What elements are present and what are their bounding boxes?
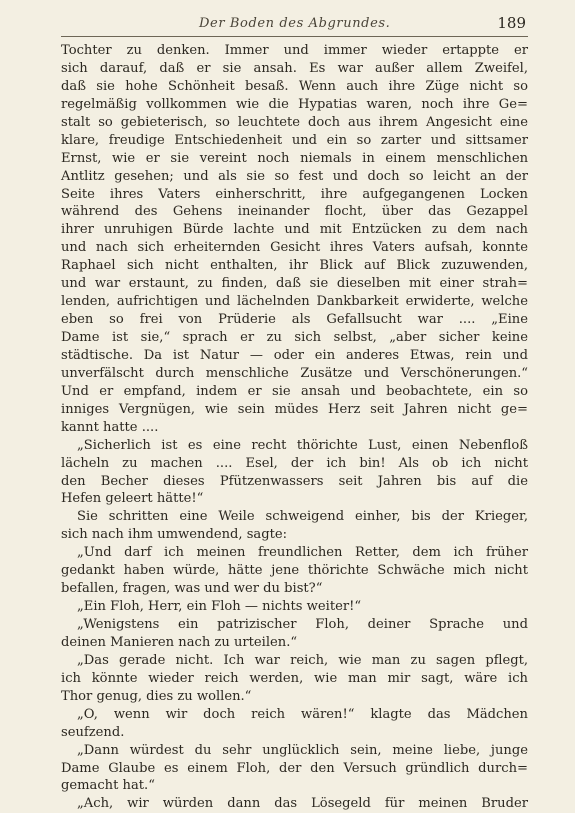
text-line: seufzend. (61, 724, 125, 740)
text-line: und nach sich erheiternden Gesicht ihres Vaters aufsah, konnte (61, 240, 528, 256)
text-line: „Wenigstens ein patrizischer Floh, deiner Sprache und (77, 617, 528, 632)
text-line: gemacht hat.“ (61, 778, 155, 794)
text-line: Tochter zu denken. Immer und immer wieder ertappte er (61, 43, 528, 58)
text-line: befallen, fragen, was und wer du bist?“ (61, 581, 323, 597)
text-line: „Und darf ich meinen freundlichen Retter, dem ich früher (77, 545, 528, 561)
text-line: regelmäßig vollkommen wie die Hypatias waren, noch ihre Ge= (61, 96, 528, 112)
text-line: „Ein Floh, Herr, ein Floh — nichts weiter!“ (77, 599, 362, 615)
page-number: 189 (497, 14, 526, 32)
text-line: Sie schritten eine Weile schweigend einher, bis der Krieger, (77, 509, 528, 525)
text-line: Dame ist sie,“ sprach er zu sich selbst, „aber sicher keine (61, 330, 528, 345)
text-line: Ernst, wie er sie vereint noch niemals in einem menschlichen (61, 150, 528, 166)
text-line: „Sicherlich ist es eine recht thörichte Lust, einen Nebenfloß (77, 437, 528, 453)
text-line: eben so frei von Prüderie als Gefallsucht war .... „Eine (61, 312, 528, 328)
text-line: gedankt haben würde, hätte jene thörichte Schwäche mich nicht (61, 563, 528, 579)
text-line: den Becher dieses Pfützenwassers seit Jahren bis auf die (61, 473, 528, 489)
running-head (61, 14, 526, 36)
text-line: und war erstaunt, zu finden, daß sie dieselben mit einer strah= (61, 276, 528, 292)
text-line: „Dann würdest du sehr unglücklich sein, meine liebe, junge (77, 742, 528, 758)
text-line: lächeln zu machen .... Esel, der ich bin! Als ob ich nicht (61, 455, 528, 471)
text-line: stalt so gebieterisch, so leuchtete doch aus ihrem Angesicht eine (61, 114, 528, 130)
text-line: „O, wenn wir doch reich wären!“ klagte das Mädchen (77, 706, 528, 722)
text-line: sich darauf, daß er sie ansah. Es war außer allem Zweifel, (61, 60, 528, 76)
text-line: kannt hatte .... (61, 419, 159, 435)
header-rule (61, 36, 528, 37)
text-line: während des Gehens ineinander flocht, über das Gezappel (61, 204, 528, 220)
text-line: klare, freudige Entschiedenheit und ein so zarter und sittsamer (61, 132, 528, 148)
text-line: Raphael sich nicht enthalten, ihr Blick auf Blick zuzuwenden, (61, 258, 528, 274)
text-line: inniges Vergnügen, wie sein müdes Herz seit Jahren nicht ge= (61, 401, 528, 417)
text-line: deinen Manieren nach zu urteilen.“ (61, 634, 298, 650)
text-line: Thor genug, dies zu wollen.“ (61, 688, 252, 704)
text-line: ich könnte wieder reich werden, wie man mir sagt, wäre ich (61, 670, 528, 686)
text-line: sich nach ihm umwendend, sagte: (61, 527, 288, 543)
text-line: Antlitz gesehen; und als sie so fest und doch so leicht an der (61, 168, 528, 184)
body-text (61, 42, 528, 813)
text-line: lenden, aufrichtigen und lächelnden Dankbarkeit erwiderte, welche (61, 294, 528, 310)
text-line: daß sie hohe Schönheit besaß. Wenn auch ihre Züge nicht so (61, 78, 528, 94)
text-line: Dame Glaube es einem Floh, der den Versuch gründlich durch= (61, 760, 528, 776)
text-line: ihrer unruhigen Bürde lachte und mit Entzücken zu dem nach (61, 222, 528, 238)
text-line: Seite ihres Vaters einherschritt, ihre aufgegangenen Locken (61, 186, 528, 202)
text-line: unverfälscht durch menschliche Zusätze und Verschönerungen.“ (61, 365, 528, 381)
text-line: „Das gerade nicht. Ich war reich, wie man zu sagen pflegt, (77, 652, 528, 668)
text-line: Und er empfand, indem er sie ansah und beobachtete, ein so (61, 383, 528, 399)
text-line: Hefen geleert hätte!“ (61, 491, 204, 507)
text-line: „Ach, wir würden dann das Lösegeld für meinen Bruder (77, 796, 528, 812)
text-line: städtische. Da ist Natur — oder ein anderes Etwas, rein und (61, 347, 528, 363)
running-title: Der Boden des Abgrundes. (199, 16, 391, 31)
